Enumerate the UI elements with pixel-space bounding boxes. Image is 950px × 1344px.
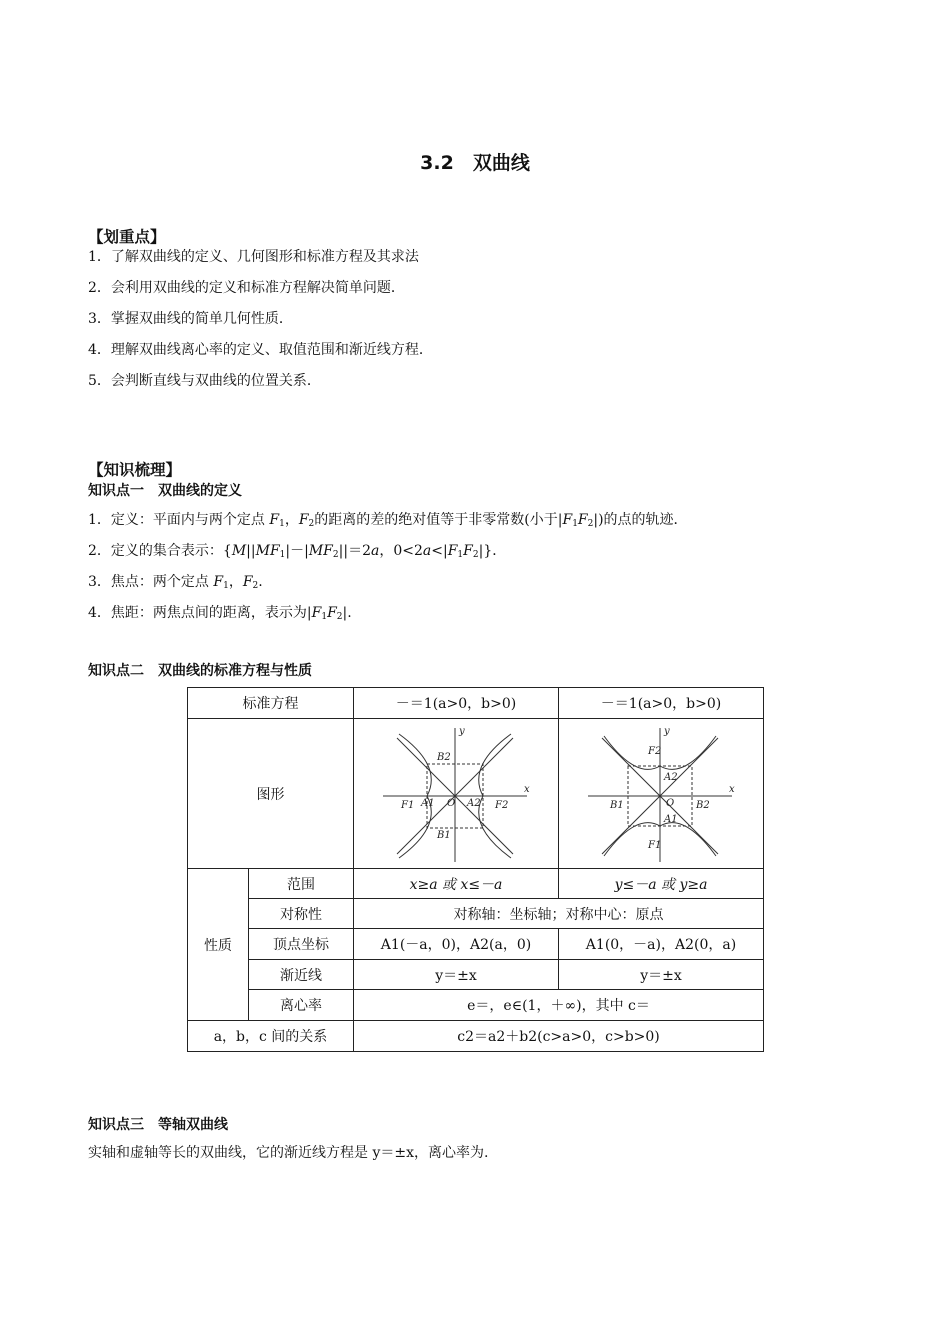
foci-prefix: 3．焦点：两个定点 <box>88 574 209 590</box>
b1-label: B1 <box>437 829 451 841</box>
foci-symbols: $F_1$，$F_2$ <box>269 512 315 529</box>
point3-heading: 知识点三 等轴双曲线 <box>88 1117 228 1133</box>
b2-label: B2 <box>696 799 710 811</box>
focal-distance-expression: $F_1F_2|$. <box>311 605 352 622</box>
eccentricity-label: 离心率 <box>249 990 354 1021</box>
symmetry-value: 对称轴：坐标轴；对称中心：原点 <box>354 899 764 929</box>
symmetry-label: 对称性 <box>249 899 354 929</box>
focal-distance-line <box>88 602 352 622</box>
figure-label: 图形 <box>188 719 354 869</box>
definition-suffix: |)的点的轨迹． <box>593 512 688 528</box>
f1-label: F1 <box>401 799 415 811</box>
definition-mid: 的距离的差的绝对值等于非零常数(小于| <box>314 512 563 528</box>
figure-vertical-cell <box>559 719 764 869</box>
relation-value: c2＝a2＋b2(c>a>0，c>b>0) <box>354 1021 764 1052</box>
asymptote-horizontal: y＝±x <box>354 960 559 990</box>
set-expression: $M||MF_1|-|MF_2||=2a$，$0<2a<|F_1F_2|$} <box>231 543 493 560</box>
equilateral-hyperbola-text: 实轴和虚轴等长的双曲线，它的渐近线方程是 y＝±x，离心率为. <box>88 1145 489 1161</box>
vertex-horizontal: A1(－a，0)，A2(a，0) <box>354 929 559 960</box>
key-point-3: 3．掌握双曲线的简单几何性质． <box>88 311 293 327</box>
key-point-5: 5．会判断直线与双曲线的位置关系． <box>88 373 321 389</box>
range-label: 范围 <box>249 869 354 899</box>
focal-distance-prefix: 4．焦距：两焦点间的距离，表示为| <box>88 605 312 621</box>
key-point-2: 2．会利用双曲线的定义和标准方程解决简单问题． <box>88 280 405 296</box>
vertex-vertical: A1(0，－a)，A2(0，a) <box>559 929 764 960</box>
x-axis-label: x <box>729 783 735 795</box>
point2-heading: 知识点二 双曲线的标准方程与性质 <box>88 663 312 679</box>
definition-prefix: 1．定义：平面内与两个定点 <box>88 512 265 528</box>
vertical-hyperbola-figure <box>586 724 736 864</box>
range-horizontal: x≥a 或 x≤－a <box>354 869 559 899</box>
b1-label: B1 <box>610 799 624 811</box>
a1-label: A1 <box>421 797 435 809</box>
b2-label: B2 <box>437 751 451 763</box>
f2-label: F2 <box>495 799 509 811</box>
y-axis-label: y <box>459 725 465 737</box>
origin-label: O <box>666 797 675 809</box>
definition-line <box>88 509 688 529</box>
properties-label: 性质 <box>188 869 249 1021</box>
foci-line <box>88 571 263 591</box>
y-axis-label: y <box>664 725 670 737</box>
page-title: 3.2 双曲线 <box>420 152 530 174</box>
figure-horizontal-cell <box>354 719 559 869</box>
point1-heading: 知识点一 双曲线的定义 <box>88 483 242 499</box>
a2-label: A2 <box>664 771 678 783</box>
asymptote-label: 渐近线 <box>249 960 354 990</box>
asymptote-vertical: y＝±x <box>559 960 764 990</box>
range-vertical: y≤－a 或 y≥a <box>559 869 764 899</box>
f1-label: F1 <box>648 839 662 851</box>
equation-vertical: －＝1(a>0，b>0) <box>559 688 764 719</box>
knowledge-heading: 【知识梳理】 <box>88 461 182 479</box>
f1f2-symbol: $F_1F_2$ <box>562 512 594 529</box>
origin-label: O <box>447 797 456 809</box>
equation-horizontal: －＝1(a>0，b>0) <box>354 688 559 719</box>
eccentricity-value: e＝，e∈(1，＋∞)，其中 c＝ <box>354 990 764 1021</box>
foci-expression: $F_1$，$F_2$. <box>213 574 263 591</box>
key-point-4: 4．理解双曲线离心率的定义、取值范围和渐近线方程． <box>88 342 433 358</box>
set-definition-suffix: ． <box>492 543 507 559</box>
x-axis-label: x <box>524 783 530 795</box>
key-points-heading: 【划重点】 <box>88 228 166 246</box>
f2-label: F2 <box>648 745 662 757</box>
header-standard-equation: 标准方程 <box>188 688 354 719</box>
hyperbola-properties-table <box>187 687 764 1052</box>
horizontal-hyperbola-figure <box>381 724 531 864</box>
set-definition-prefix: 2．定义的集合表示：{ <box>88 543 232 559</box>
set-definition-line <box>88 540 506 560</box>
a1-label: A1 <box>664 813 678 825</box>
a2-label: A2 <box>467 797 481 809</box>
relation-label: a，b，c 间的关系 <box>188 1021 354 1052</box>
key-point-1: 1．了解双曲线的定义、几何图形和标准方程及其求法 <box>88 249 419 265</box>
vertex-label: 顶点坐标 <box>249 929 354 960</box>
